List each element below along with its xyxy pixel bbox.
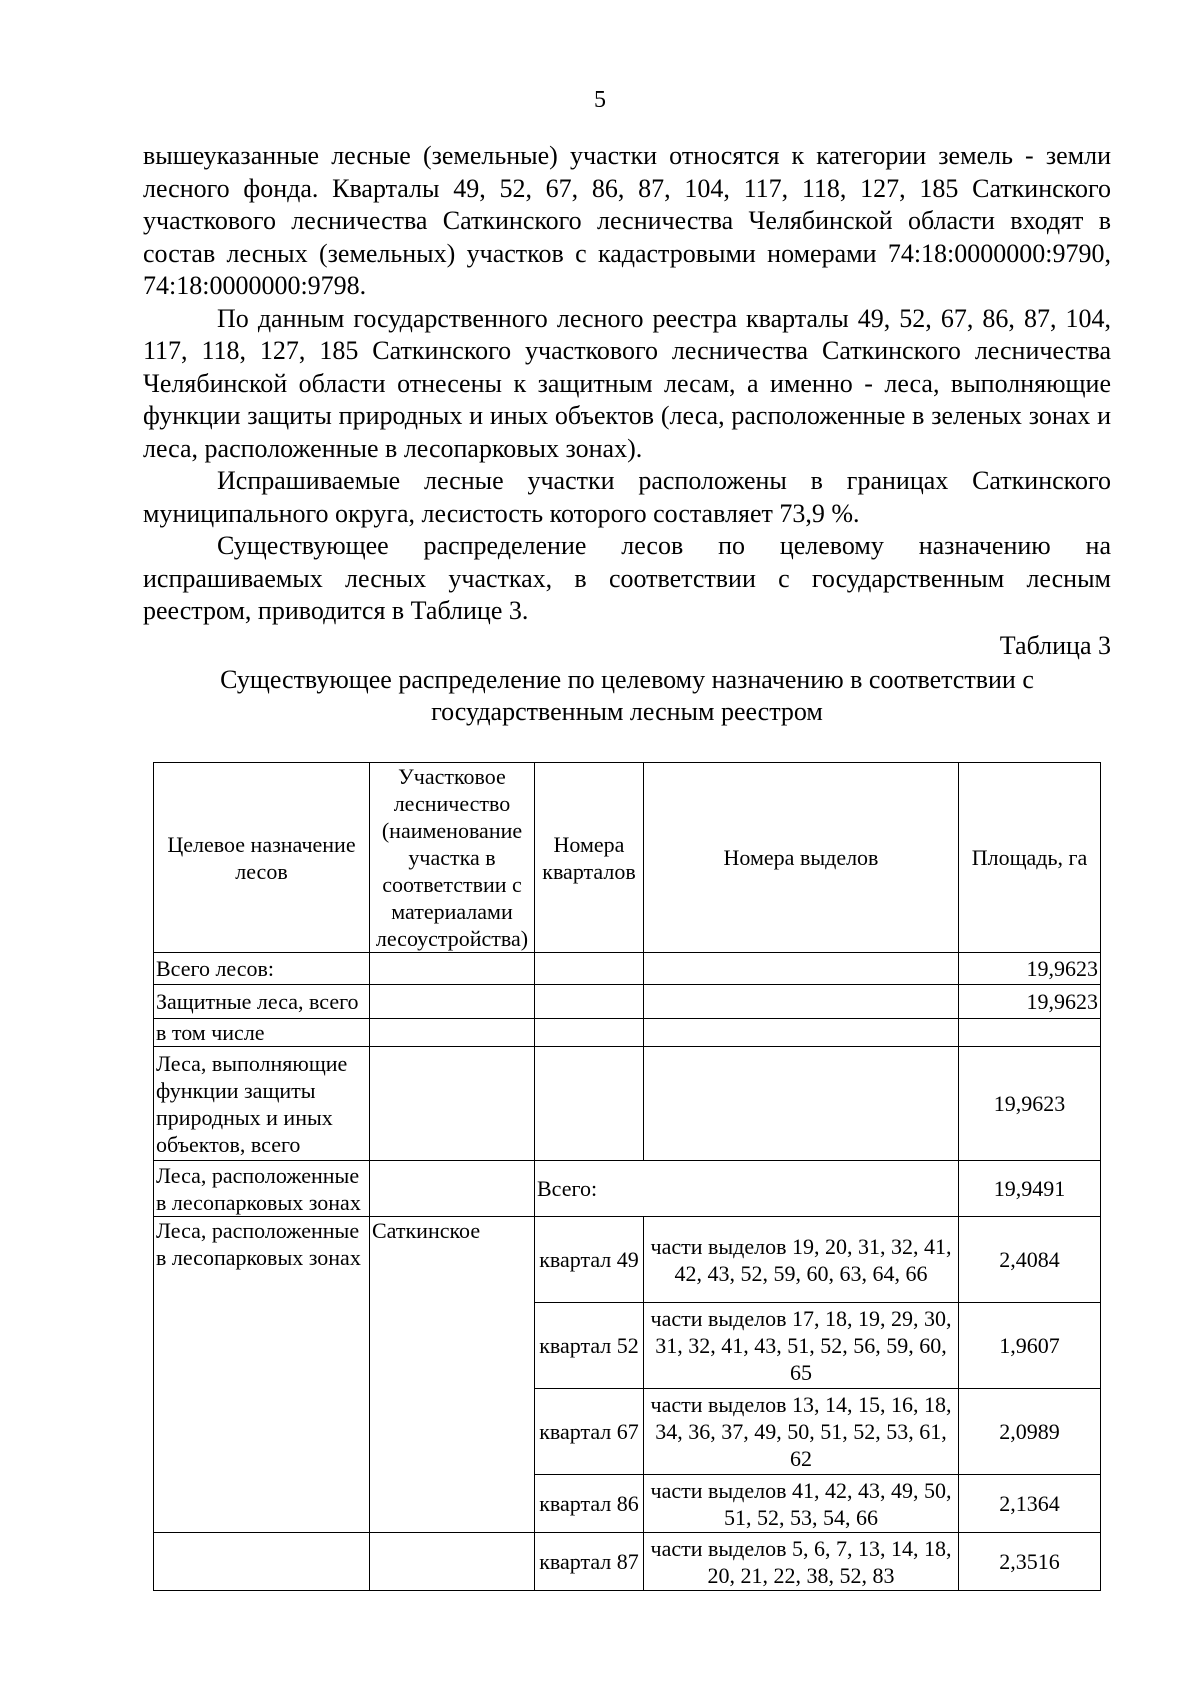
cell-purpose: в том числе	[154, 1019, 370, 1047]
cell-allotments	[644, 1019, 959, 1047]
cell-area: 2,0989	[959, 1389, 1101, 1475]
table-row	[154, 1217, 1101, 1303]
cell-district	[370, 953, 535, 985]
cell-district	[370, 985, 535, 1019]
cell-quarter	[535, 953, 644, 985]
cell-purpose: Леса, выполняющие функции защиты природных и иных объектов, всего	[154, 1047, 370, 1161]
cell-district	[370, 1161, 535, 1217]
cell-quarter	[535, 985, 644, 1019]
table-row	[154, 1161, 1101, 1217]
cell-purpose: Защитные леса, всего	[154, 985, 370, 1019]
cell-allotments	[644, 1047, 959, 1161]
cell-purpose: Леса, расположенные в лесопарковых зонах	[154, 1161, 370, 1217]
header-district: Участковое лесничество (наименование участка в соответствии с материалами лесоустройства)	[370, 763, 535, 953]
cell-district	[370, 1019, 535, 1047]
forest-distribution-table	[153, 762, 1101, 1591]
cell-quarter: квартал 86	[535, 1475, 644, 1533]
table-label: Таблица 3	[999, 631, 1111, 660]
table-row	[154, 953, 1101, 985]
header-quarters: Номера кварталов	[535, 763, 644, 953]
cell-allotments	[644, 985, 959, 1019]
cell-area	[959, 1019, 1101, 1047]
cell-area: 2,3516	[959, 1533, 1101, 1591]
table-row	[154, 985, 1101, 1019]
cell-area: 19,9623	[959, 953, 1101, 985]
cell-allotments: части выделов 41, 42, 43, 49, 50, 51, 52, 53, 54, 66	[644, 1475, 959, 1533]
table-row	[154, 1047, 1101, 1161]
cell-district	[370, 1533, 535, 1591]
cell-purpose: Всего лесов:	[154, 953, 370, 985]
cell-purpose	[154, 1533, 370, 1591]
cell-area: 2,1364	[959, 1475, 1101, 1533]
table-header-row	[154, 763, 1101, 953]
body-text	[143, 140, 1111, 628]
cell-quarter: квартал 87	[535, 1533, 644, 1591]
cell-total-label: Всего:	[535, 1161, 959, 1217]
paragraph: вышеуказанные лесные (земельные) участки относятся к категории земель - земли лесного фонда. Кварталы 49, 52, 67, 86, 87, 104, 117, 118, 127, 185 Саткинского участкового лесничества Саткинского лесничества Челябинской области входят в состав лесных (земельных) участков с кадастровыми номерами 74:18:0000000:9790, 74:18:0000000:9798.	[143, 141, 1111, 300]
cell-district	[370, 1047, 535, 1161]
cell-quarter: квартал 52	[535, 1303, 644, 1389]
header-area: Площадь, га	[959, 763, 1101, 953]
cell-area: 19,9491	[959, 1161, 1101, 1217]
cell-area: 19,9623	[959, 985, 1101, 1019]
header-allotments: Номера выделов	[644, 763, 959, 953]
table-row	[154, 1533, 1101, 1591]
cell-area: 2,4084	[959, 1217, 1101, 1303]
cell-area: 1,9607	[959, 1303, 1101, 1389]
cell-allotments: части выделов 5, 6, 7, 13, 14, 18, 20, 21, 22, 38, 52, 83	[644, 1533, 959, 1591]
cell-district: Саткинское	[370, 1217, 535, 1533]
cell-allotments: части выделов 19, 20, 31, 32, 41, 42, 43, 52, 59, 60, 63, 64, 66	[644, 1217, 959, 1303]
cell-purpose: Леса, расположенные в лесопарковых зонах	[154, 1217, 370, 1533]
table-caption: Существующее распределение по целевому назначению в соответствии с государственным лесным реестром	[220, 665, 1034, 726]
header-purpose: Целевое назначение лесов	[154, 763, 370, 953]
cell-allotments: части выделов 13, 14, 15, 16, 18, 34, 36, 37, 49, 50, 51, 52, 53, 61, 62	[644, 1389, 959, 1475]
cell-allotments: части выделов 17, 18, 19, 29, 30, 31, 32, 41, 43, 51, 52, 56, 59, 60, 65	[644, 1303, 959, 1389]
page-number: 5	[594, 87, 606, 113]
paragraph: По данным государственного лесного реестра кварталы 49, 52, 67, 86, 87, 104, 117, 118, 127, 185 Саткинского участкового лесничества Саткинского лесничества Челябинской области отнесены к защитным лесам, а именно - леса, выполняющие функции защиты природных и иных объектов (леса, расположенные в зеленых зонах и леса, расположенные в лесопарковых зонах).	[143, 303, 1111, 463]
cell-quarter: квартал 67	[535, 1389, 644, 1475]
cell-quarter	[535, 1047, 644, 1161]
paragraph: Испрашиваемые лесные участки расположены в границах Саткинского муниципального округа, лесистость которого составляет 73,9 %.	[143, 466, 1111, 528]
table-row	[154, 1019, 1101, 1047]
cell-area: 19,9623	[959, 1047, 1101, 1161]
cell-quarter: квартал 49	[535, 1217, 644, 1303]
cell-quarter	[535, 1019, 644, 1047]
cell-allotments	[644, 953, 959, 985]
paragraph: Существующее распределение лесов по целевому назначению на испрашиваемых лесных участках, в соответствии с государственным лесным реестром, приводится в Таблице 3.	[143, 531, 1111, 625]
